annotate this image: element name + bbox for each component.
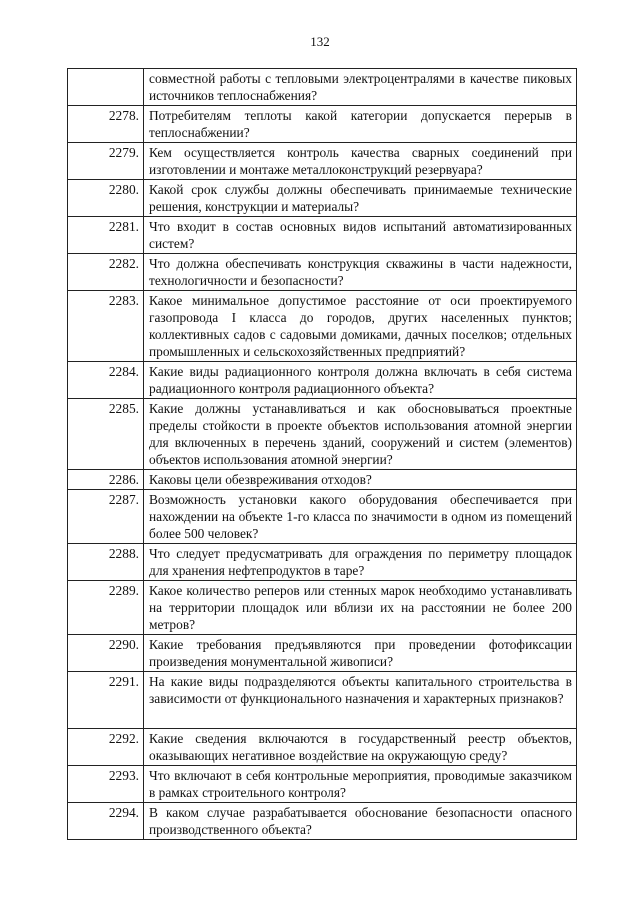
question-text: Что следует предусматривать для ограждения по периметру площадок для хранения нефтепродуктов в таре? (144, 544, 577, 581)
page-number: 132 (310, 34, 330, 49)
question-number: 2282. (68, 254, 144, 291)
question-text: Каковы цели обезвреживания отходов? (144, 470, 577, 490)
question-text: В каком случае разрабатывается обоснование безопасности опасного производственного объекта? (144, 803, 577, 840)
questions-table (67, 68, 577, 840)
table-row (68, 106, 577, 143)
question-number: 2292. (68, 729, 144, 766)
question-text: Какие должны устанавливаться и как обосновываться проектные пределы стойкости в проекте объектов использования атомной энергии для включенных в перечень зданий, сооружений и систем (элементов) объектов использования атомной энергии? (144, 399, 577, 470)
table-row (68, 544, 577, 581)
question-number: 2278. (68, 106, 144, 143)
table-row (68, 217, 577, 254)
question-text: Какие требования предъявляются при проведении фотофиксации произведения монументальной живописи? (144, 635, 577, 672)
question-text: совместной работы с тепловыми электроцентралями в качестве пиковых источников теплоснабжения? (144, 69, 577, 106)
question-text: Какое количество реперов или стенных марок необходимо устанавливать на территории площадок или вблизи их на расстоянии не более 200 метров? (144, 581, 577, 635)
table-row (68, 291, 577, 362)
question-text: Что включают в себя контрольные мероприятия, проводимые заказчиком в рамках строительного контроля? (144, 766, 577, 803)
table-row (68, 69, 577, 106)
question-number: 2284. (68, 362, 144, 399)
table-row (68, 470, 577, 490)
question-text: Какое минимальное допустимое расстояние от оси проектируемого газопровода I класса до городов, других населенных пунктов; коллективных садов с садовыми домиками, дачных поселков; отдельных промышленных и сельскохозяйственных предприятий? (144, 291, 577, 362)
question-number: 2287. (68, 490, 144, 544)
question-text: Что входит в состав основных видов испытаний автоматизированных систем? (144, 217, 577, 254)
question-number: 2286. (68, 470, 144, 490)
table-row (68, 672, 577, 729)
table-row (68, 490, 577, 544)
question-number: 2294. (68, 803, 144, 840)
table-row (68, 635, 577, 672)
question-text: Какой срок службы должны обеспечивать принимаемые технические решения, конструкции и материалы? (144, 180, 577, 217)
question-text: Какие виды радиационного контроля должна включать в себя система радиационного контроля радиационного объекта? (144, 362, 577, 399)
question-number: 2281. (68, 217, 144, 254)
question-number: 2290. (68, 635, 144, 672)
question-number: 2289. (68, 581, 144, 635)
question-text: На какие виды подразделяются объекты капитального строительства в зависимости от функционального назначения и характерных признаков? (144, 672, 577, 729)
question-text: Потребителям теплоты какой категории допускается перерыв в теплоснабжении? (144, 106, 577, 143)
table-row (68, 143, 577, 180)
question-text: Что должна обеспечивать конструкция скважины в части надежности, технологичности и безопасности? (144, 254, 577, 291)
question-number: 2288. (68, 544, 144, 581)
question-text: Какие сведения включаются в государственный реестр объектов, оказывающих негативное воздействие на окружающую среду? (144, 729, 577, 766)
question-number: 2280. (68, 180, 144, 217)
question-number: 2291. (68, 672, 144, 729)
table-row (68, 362, 577, 399)
question-number (68, 69, 144, 106)
table-row (68, 729, 577, 766)
question-text: Возможность установки какого оборудования обеспечивается при нахождении на объекте 1-го класса по значимости в одном из помещений более 500 человек? (144, 490, 577, 544)
question-number: 2293. (68, 766, 144, 803)
table-row (68, 254, 577, 291)
table-row (68, 766, 577, 803)
table-row (68, 180, 577, 217)
question-number: 2279. (68, 143, 144, 180)
question-number: 2283. (68, 291, 144, 362)
table-row (68, 581, 577, 635)
question-number: 2285. (68, 399, 144, 470)
table-row (68, 399, 577, 470)
question-text: Кем осуществляется контроль качества сварных соединений при изготовлении и монтаже металлоконструкций резервуара? (144, 143, 577, 180)
table-row (68, 803, 577, 840)
